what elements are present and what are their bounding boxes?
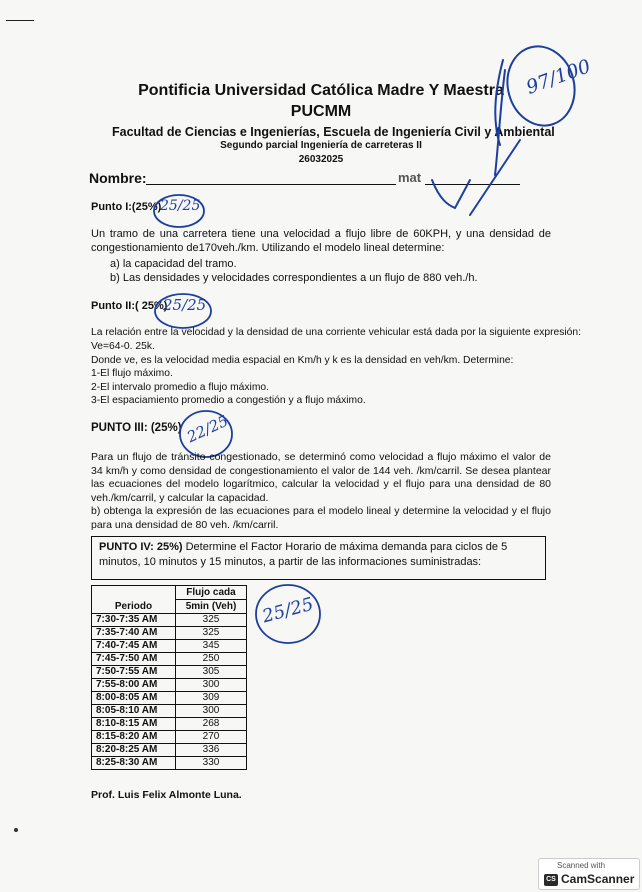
punto3-text-a: Para un flujo de tránsito congestionado, se determinó como velocidad a flujo máximo el valor de 34 km/h y como densidad de congestionamiento el valor de 144 veh. /km/carril. Se desea plantear las ecuaciones del modelo logarítmico, calcular la velocidad y el flujo para una densidad de 80 veh./km/carril, y calcular la capacidad. bbox=[91, 451, 551, 504]
table-row: 7:35-7:40 AM 325 bbox=[92, 627, 247, 640]
table-row: 8:00-8:05 AM 309 bbox=[92, 692, 247, 705]
exam-title: Segundo parcial Ingeniería de carreteras II bbox=[220, 140, 422, 151]
punto1-title: Punto I:(25%) bbox=[91, 201, 162, 213]
faculty-line: Facultad de Ciencias e Ingenierías, Escuela de Ingeniería Civil y Ambiental bbox=[112, 125, 555, 139]
table-row: 7:30-7:35 AM 325 bbox=[92, 614, 247, 627]
punto3-title: PUNTO III: (25%) bbox=[91, 422, 182, 434]
punto2-title: Punto II:( 25%) bbox=[91, 300, 168, 312]
col-period: Periodo bbox=[92, 586, 176, 614]
punto1-item-a: a) la capacidad del tramo. bbox=[110, 258, 237, 270]
university-title: Pontificia Universidad Católica Madre Y Maestra bbox=[138, 82, 504, 99]
col-flow: Flujo cada bbox=[176, 586, 247, 600]
col-flow-unit: 5min (Veh) bbox=[176, 600, 247, 614]
name-line bbox=[146, 184, 396, 185]
punto1-text: Un tramo de una carretera tiene una velocidad a flujo libre de 60KPH, y una densidad de congestionamiento de170veh./km. Utilizando el modelo lineal determine: bbox=[91, 228, 551, 254]
table-row: 7:45-7:50 AM 250 bbox=[92, 653, 247, 666]
flow-table bbox=[91, 585, 247, 770]
punto3-text-b: b) obtenga la expresión de las ecuaciones para el modelo lineal y determine la velocidad y el flujo para una densidad de 80 veh. /km/carril. bbox=[91, 505, 551, 531]
punto2-line-4: 1-El flujo máximo. bbox=[91, 368, 173, 379]
table-row: 8:25-8:30 AM 330 bbox=[92, 757, 247, 770]
table-row: 8:20-8:25 AM 336 bbox=[92, 744, 247, 757]
punto2-line-2: Ve=64-0. 25k. bbox=[91, 341, 155, 352]
professor-name: Prof. Luis Felix Almonte Luna. bbox=[91, 789, 242, 801]
table-row: 8:05-8:10 AM 300 bbox=[92, 705, 247, 718]
camscanner-logo-icon: CS bbox=[544, 874, 558, 886]
punto1-grade: 25/25 bbox=[160, 198, 201, 214]
punto2-line-6: 3-El espaciamiento promedio a congestión y a flujo máximo. bbox=[91, 395, 366, 406]
total-grade: 97/100 bbox=[523, 55, 594, 99]
mat-line bbox=[425, 184, 520, 185]
table-header-row bbox=[92, 586, 247, 600]
camscanner-name: CamScanner bbox=[561, 872, 635, 886]
punto2-grade: 25/25 bbox=[163, 296, 207, 314]
scanned-with-label: Scanned with bbox=[557, 861, 606, 870]
punto2-line-5: 2-El intervalo promedio a flujo máximo. bbox=[91, 382, 269, 393]
mat-label: mat bbox=[398, 170, 422, 185]
punto4-text: Determine el Factor Horario de máxima demanda para ciclos de 5 minutos, 10 minutos y 15 minutos, a partir de las informaciones suministradas: bbox=[99, 541, 508, 568]
scan-dot bbox=[14, 828, 18, 832]
name-row bbox=[89, 170, 147, 186]
table-row: 8:15-8:20 AM 270 bbox=[92, 731, 247, 744]
punto1-item-b: b) Las densidades y velocidades correspondientes a un flujo de 880 veh./h. bbox=[110, 272, 478, 284]
punto2-line-3: Donde ve, es la velocidad media espacial en Km/h y k es la densidad en veh/km. Determine: bbox=[91, 355, 514, 366]
punto3-grade: 22/25 bbox=[184, 411, 232, 447]
camscanner-badge bbox=[538, 858, 640, 890]
punto4-grade: 25/25 bbox=[260, 593, 316, 628]
name-label: Nombre: bbox=[89, 170, 147, 186]
punto4-title: PUNTO IV: 25%) bbox=[99, 541, 183, 553]
table-row: 7:40-7:45 AM 345 bbox=[92, 640, 247, 653]
university-acronym: PUCMM bbox=[290, 103, 352, 120]
exam-date: 26032025 bbox=[298, 154, 344, 165]
table-row: 7:50-7:55 AM 305 bbox=[92, 666, 247, 679]
table-row: 7:55-8:00 AM 300 bbox=[92, 679, 247, 692]
scan-mark bbox=[6, 20, 34, 21]
punto2-line-1: La relación entre la velocidad y la densidad de una corriente vehicular está dada por la siguiente expresión: bbox=[91, 327, 581, 338]
punto4-box bbox=[91, 536, 546, 580]
table-row: 8:10-8:15 AM 268 bbox=[92, 718, 247, 731]
